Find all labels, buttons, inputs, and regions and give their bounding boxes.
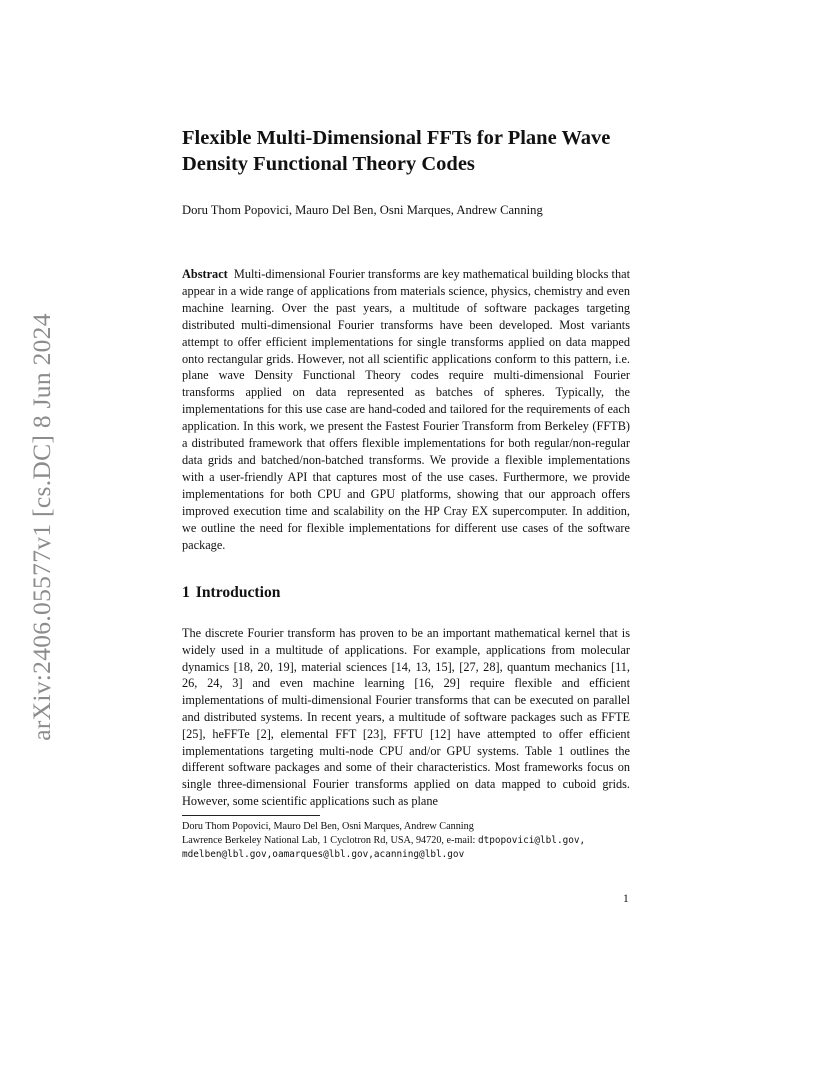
abstract: [182, 266, 630, 553]
intro-paragraph: The discrete Fourier transform has proven to be an important mathematical kernel that is widely used in a multitude of applications. For example, applications from molecular dynamics [18, 20, 19], material sciences [14, 13, 15], [27, 28], quantum mechanics [11, 26, 24, 3] and even machine learning [16, 29] require flexible and efficient implementations of multi-dimensional Fourier transforms that can be executed on parallel and distributed systems. In recent years, a multitude of software packages such as FFTE [25], heFFTe [2], elemental FFT [23], FFTU [12] have attempted to offer efficient implementations targeting multi-node CPU and/or GPU systems. Table 1 outlines the different software packages and some of their characteristics. Most frameworks focus on single three-dimensional Fourier transforms applied on data mapped to cuboid grids. However, some scientific applications such as plane: [182, 626, 630, 808]
section-number: 1: [182, 584, 190, 601]
abstract-label: Abstract: [182, 267, 228, 281]
section-heading: [182, 584, 482, 602]
footnote-authors: Doru Thom Popovici, Mauro Del Ben, Osni Marques, Andrew Canning: [182, 821, 474, 832]
paper-title: Flexible Multi-Dimensional FFTs for Plane Wave Density Functional Theory Codes: [182, 127, 611, 175]
footnote-email-link[interactable]: dtpopovici@lbl.gov,: [477, 835, 586, 846]
arxiv-sidebar: [22, 292, 62, 762]
footnote: [182, 820, 642, 862]
abstract-text: Multi-dimensional Fourier transforms are key mathematical building blocks that appear in a wide range of applications from materials science, physics, chemistry and even machine learning. Over the past years, a multitude of software packages targeting distributed multi-dimensional Fourier transforms have been developed. Most variants attempt to offer efficient implementations for single transforms applied on data mapped onto rectangular grids. However, not all scientific applications conform to this pattern, i.e. plane wave Density Functional Theory codes require multi-dimensional Fourier transforms applied on data represented as batches of spheres. Typically, the implementations for this use case are hand-coded and tailored for the requirements of each application. In this work, we present the Fastest Fourier Transform from Berkeley (FFTB) a distributed framework that offers flexible implementations for both regular/non-regular data grids and batched/non-batched transforms. We provide a flexible implementations with a user-friendly API that captures most of the use cases. Furthermore, we provide implementations for both CPU and GPU platforms, showing that our approach offers improved execution time and scalability on the HP Cray EX supercomputer. In addition, we outline the need for flexible implementations for different use cases of the software package.: [182, 267, 630, 552]
footnote-affiliation: Lawrence Berkeley National Lab, 1 Cyclotron Rd, USA, 94720, e-mail:: [182, 835, 478, 846]
footnote-rule: [182, 815, 320, 816]
author-list: Doru Thom Popovici, Mauro Del Ben, Osni Marques, Andrew Canning: [182, 203, 543, 217]
section-title: Introduction: [195, 584, 281, 601]
footnote-affiliation-line: [182, 834, 642, 848]
arxiv-identifier: arXiv:2406.05577v1 [cs.DC] 8 Jun 2024: [27, 313, 56, 741]
page-number: 1: [623, 893, 629, 905]
footnote-emails[interactable]: mdelben@lbl.gov,oamarques@lbl.gov,acanning@lbl.gov: [182, 849, 465, 860]
